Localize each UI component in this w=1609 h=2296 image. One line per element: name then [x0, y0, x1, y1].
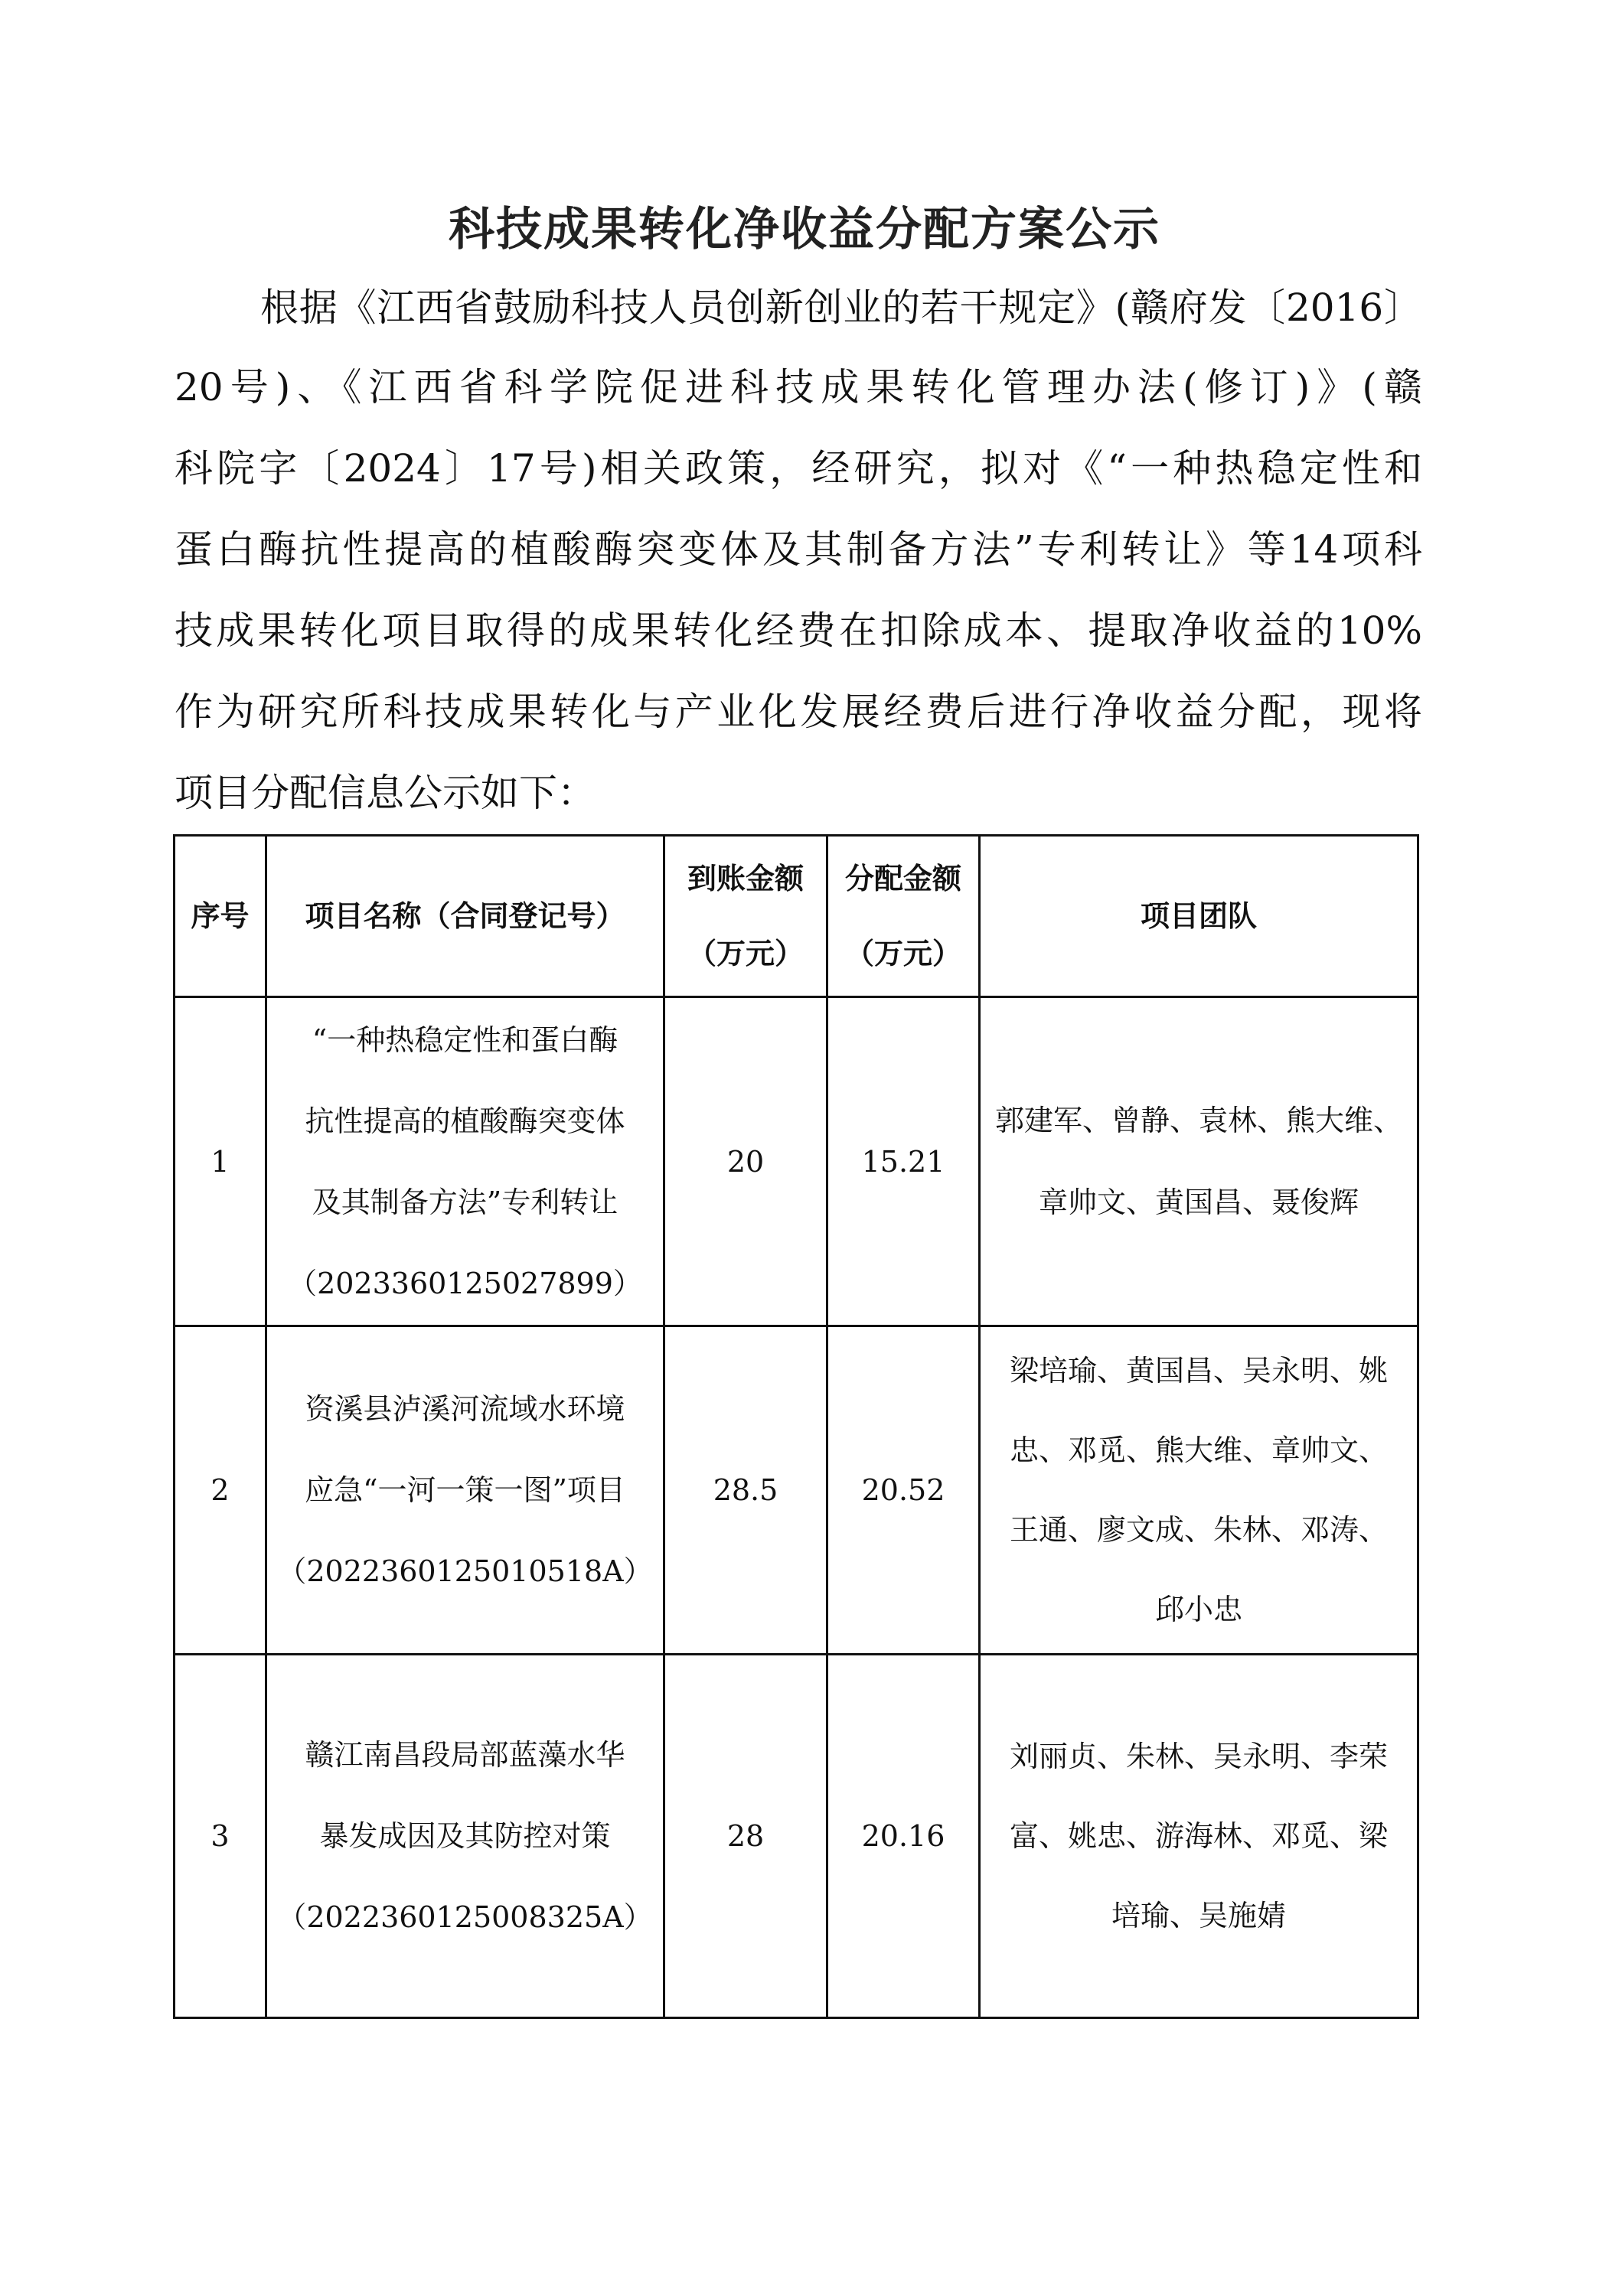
table-row-2-allocated: 20.52 [861, 1473, 945, 1507]
page-title: 科技成果转化净收益分配方案公示 [449, 203, 1160, 256]
allocation-table [173, 834, 1419, 2019]
table-rule [1417, 834, 1419, 2019]
paragraph-line: 作为研究所科技成果转化与产业化发展经费后进行净收益分配，现将 [175, 690, 1422, 734]
paragraph-line: 项目分配信息公示如下： [175, 771, 596, 815]
paragraph-line: 蛋白酶抗性提高的植酸酶突变体及其制备方法”专利转让》等14项科 [175, 527, 1422, 572]
table-row-1-received: 20 [726, 1144, 765, 1179]
paragraph-line: 20号)、《江西省科学院促进科技成果转化管理办法(修订)》(赣 [175, 365, 1422, 409]
table-rule [173, 2017, 1419, 2019]
table-row-2-team: 梁培瑜、黄国昌、吴永明、姚 忠、邓觅、熊大维、章帅文、 王通、廖文成、朱林、邓涛、 邱小忠 [1009, 1353, 1388, 1626]
table-row-1-seq: 1 [211, 1144, 230, 1179]
table-row-1-allocated: 15.21 [861, 1144, 945, 1179]
header-project-name: 项目名称（合同登记号） [305, 899, 625, 933]
table-row-2-project-name: 资溪县泸溪河流域水环境 应急“一河一策一图”项目 （2022360125010518A） [277, 1392, 653, 1588]
paragraph-line: 技成果转化项目取得的成果转化经费在扣除成本、提取净收益的10% [175, 608, 1422, 653]
table-row-1-team: 郭建军、曾静、袁林、熊大维、 章帅文、黄国昌、聂俊辉 [994, 1103, 1402, 1219]
table-row-3-project-name: 赣江南昌段局部蓝藻水华 暴发成因及其防控对策 （2022360125008325A） [277, 1738, 653, 1934]
table-row-3-team: 刘丽贞、朱林、吴永明、李荣 富、姚忠、游海林、邓觅、梁 培瑜、吴施婧 [1009, 1739, 1388, 1932]
header-team: 项目团队 [1140, 899, 1257, 933]
paragraph-line: 根据《江西省鼓励科技人员创新创业的若干规定》(赣府发〔2016〕 [260, 285, 1422, 330]
table-row-3-allocated: 20.16 [861, 1819, 945, 1853]
table-row-3-received: 28 [726, 1819, 765, 1853]
header-received-amount: 到账金额 （万元） [687, 862, 804, 970]
header-allocated-amount: 分配金额 （万元） [844, 862, 961, 970]
table-row-2-received: 28.5 [713, 1473, 778, 1507]
table-row-3-seq: 3 [211, 1819, 230, 1853]
paragraph-line: 科院字〔2024〕17号)相关政策，经研究，拟对《“一种热稳定性和 [175, 446, 1422, 491]
header-seq: 序号 [191, 899, 250, 933]
table-row-2-seq: 2 [211, 1473, 230, 1507]
table-row-1-project-name: “一种热稳定性和蛋白酶 抗性提高的植酸酶突变体 及其制备方法”专利转让 （2023360125027899） [288, 1022, 642, 1300]
